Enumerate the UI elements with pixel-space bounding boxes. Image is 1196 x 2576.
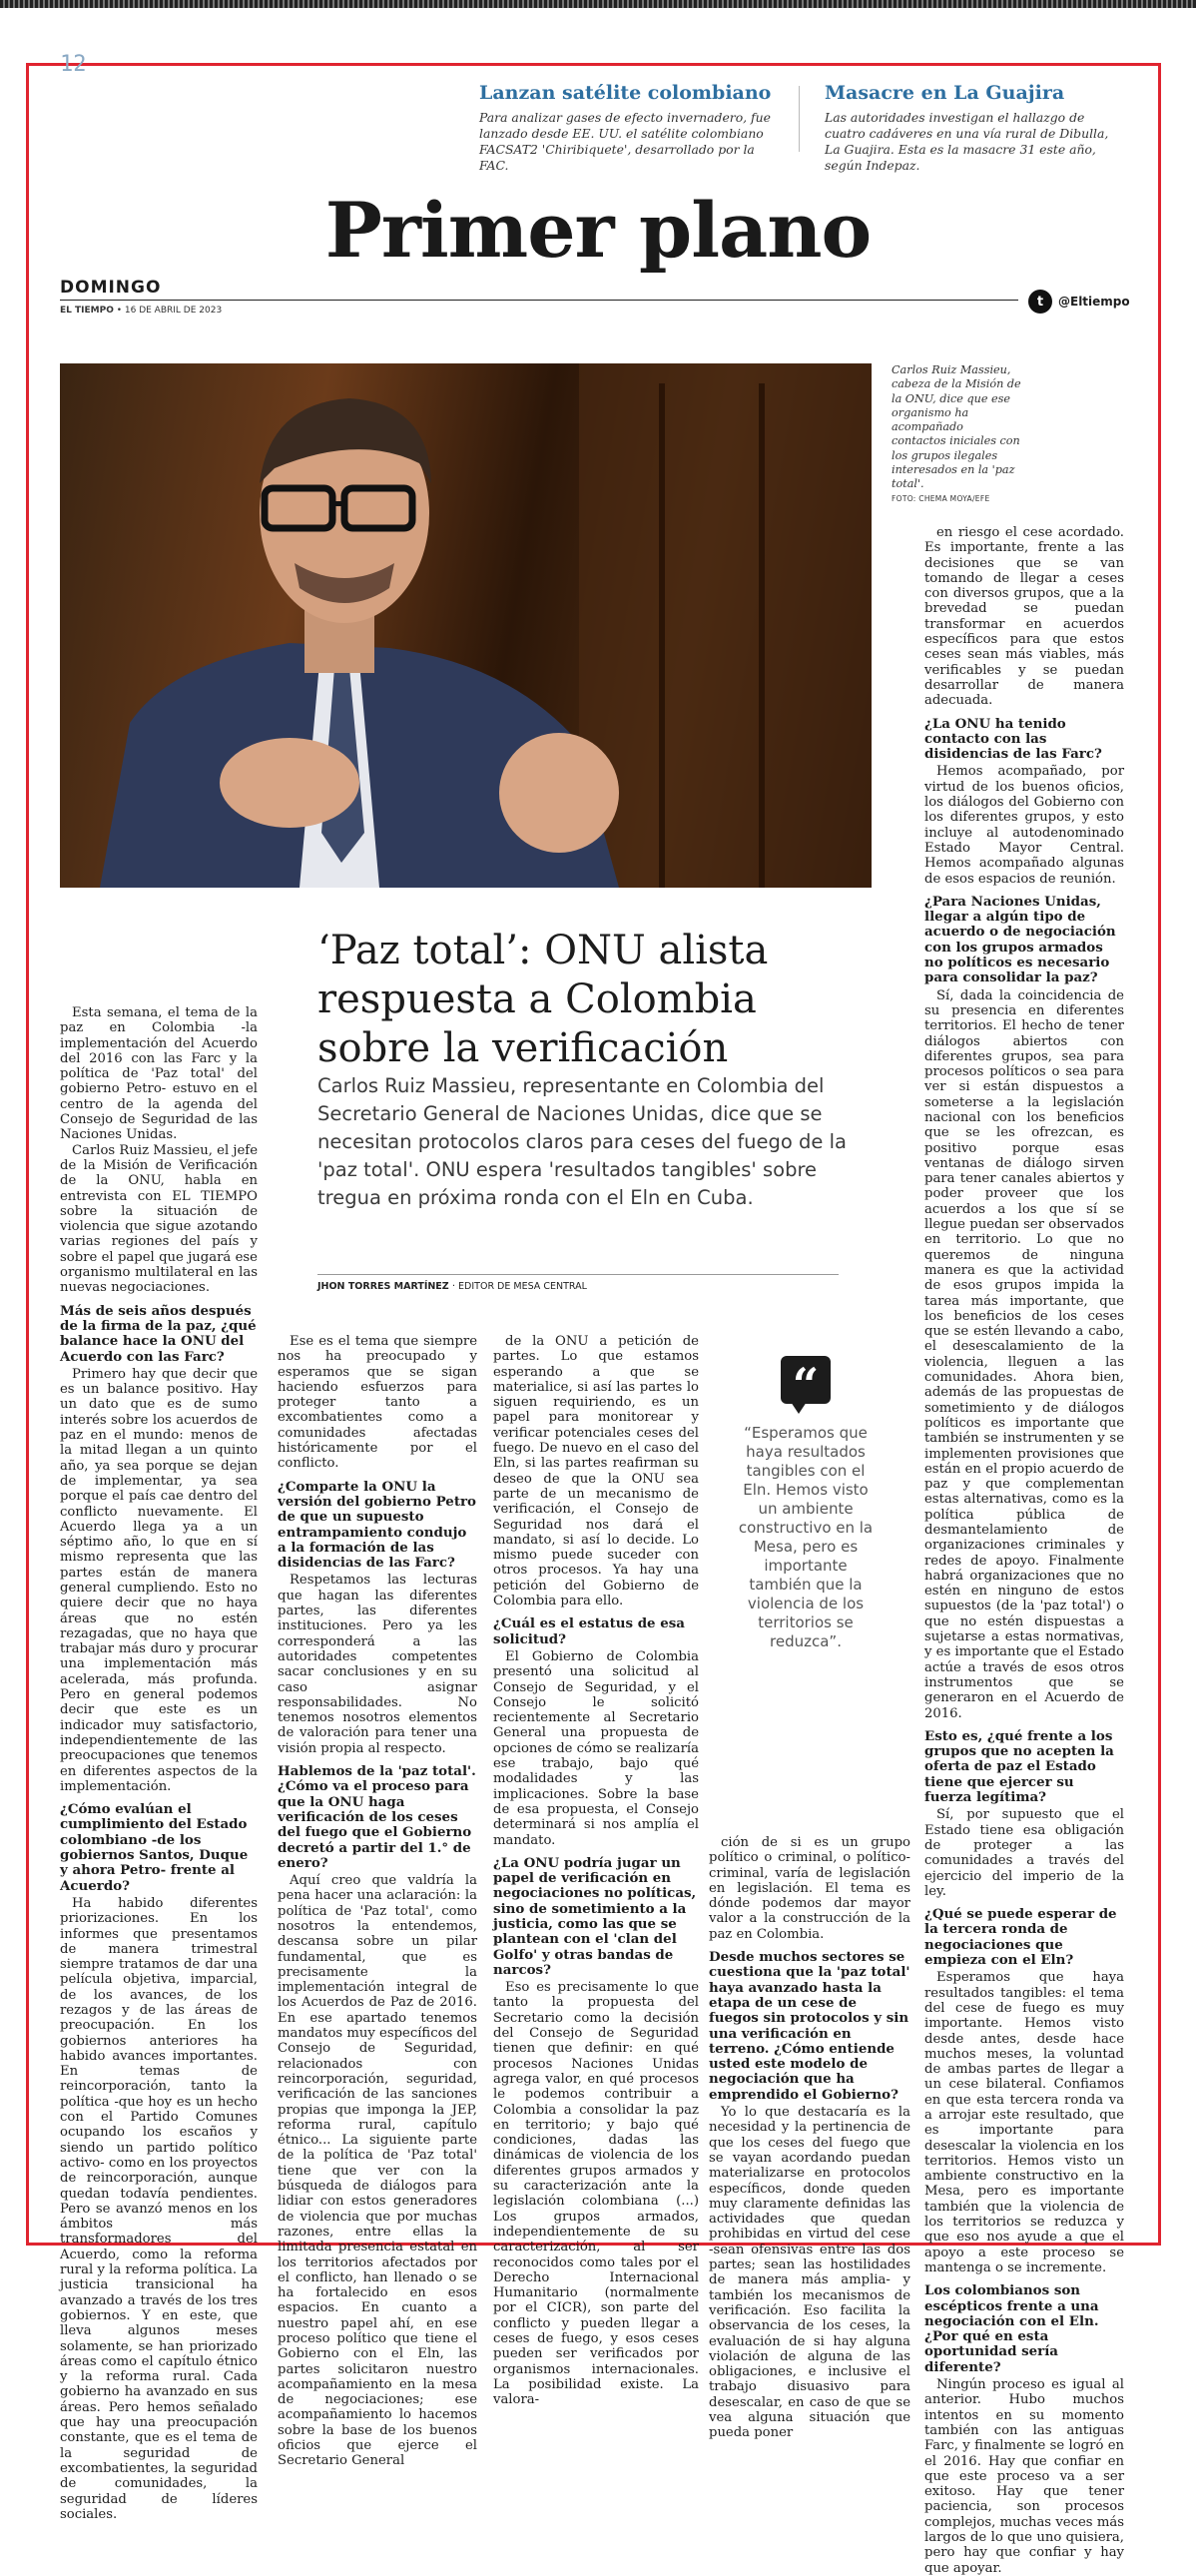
article-column-5: [924, 525, 1124, 2576]
main-photo: [60, 363, 872, 888]
question-heading: ¿Cómo evalúan el cumplimiento del Estado colombiano -de los gobiernos Santos, Duque y ahora Petro- frente al Acuerdo?: [60, 1801, 249, 1894]
body-paragraph: Sí, por supuesto que el Estado tiene esa obligación de proteger a las comunidades a través del ejercicio del imperio de la ley.: [924, 1807, 1124, 1899]
header-rule: [60, 300, 1018, 301]
question-heading: ¿La ONU ha tenido contacto con las disidencias de las Farc?: [924, 715, 1102, 763]
scan-edge: [0, 0, 1196, 8]
body-paragraph: Yo lo que destacaría es la necesidad y la pertinencia de que los ceses del fuego que se vayan acordando puedan materializarse en protocolos específicos, donde queden muy claramente definidas las actividades que quedan prohibidas en virtud del cese -sean ofensivas entre las dos partes; sean las hostilidades de manera más amplia- y también los mecanismos de verificación. Eso facilita la observancia de los ceses, la evaluación de si hay alguna violación de alguna de las obligaciones, e inclusive el trabajo disuasivo para desescalar, en caso de que se vea alguna situación que pueda poner: [709, 2105, 910, 2441]
pull-quote: [733, 1356, 879, 1651]
teaser-title: Lanzan satélite colombiano: [479, 82, 772, 104]
quote-icon: “: [781, 1356, 831, 1404]
body-paragraph: Respetamos las lecturas que hagan las diferentes partes, las diferentes instituciones. Pero ya les corresponderá a las autoridades competentes sacar conclusiones y en su caso asignar responsabilidades. No tenemos nosotros elementos de valoración para tener una visión propia al respecto.: [278, 1573, 477, 1756]
teaser-text: Las autoridades investigan el hallazgo de cuatro cadáveres en una vía rural de Dibulla, La Guajira. Esta es la masacre 31 este año, según Indepaz.: [825, 110, 1109, 173]
question-heading: ¿La ONU podría jugar un papel de verificación en negociaciones no políticas, sino de sometimiento a la justicia, como las que se plantean con el 'clan del Golfo' y otras bandas de narcos?: [493, 1854, 697, 1978]
twitter-handle: @Eltiempo: [1058, 295, 1130, 309]
twitter-icon: t: [1028, 290, 1052, 314]
paper-name: EL TIEMPO: [60, 306, 114, 316]
day-label: DOMINGO: [60, 278, 162, 298]
article-deck: Carlos Ruiz Massieu, representante en Colombia del Secretario General de Naciones Unidas, dice que se necesitan protocolos claros para ceses del fuego de la 'paz total'. ONU espera 'resultados tangibles' sobre tregua en próxima ronda con el Eln en Cuba.: [317, 1074, 847, 1209]
article-column-4: [709, 1835, 910, 2441]
body-paragraph: Sí, dada la coincidencia de su presencia en diferentes territorios. El hecho de tener diálogos abiertos con diferentes grupos, sea para procesos políticos o sea para ver si están dispuestos a someterse a la legislación nacional con los beneficios que se les ofrezcan, es positivo porque esas ventanas de diálogo sirven para tener canales abiertos y poder proveer que los acuerdos a los que sí se llegue puedan ser observados en territorio. Lo que no queremos de ninguna manera es que la actividad de esos grupos impida la tarea más importante, que los beneficios de los ceses que se estén llevando a cabo, el desescalamiento de la violencia, lleguen a las comunidades. Ahora bien, además de las propuestas de sometimiento y de diálogos políticos es importante que también se instrumenten y se implementen provisiones que están en el propio acuerdo de paz y que complementan estas alternativas, como es la política pública de desmantelamiento de organizaciones criminales y redes de apoyo. Finalmente habrá organizaciones que no estén en ninguno de estos supuestos (de la 'paz total') o que no estén dispuestas a sujetarse a estas normativas, y es importante que el Estado actúe a través de esos otros instrumentos que se generaron en el Acuerdo de 2016.: [924, 987, 1124, 1721]
body-paragraph: Ha habido diferentes priorizaciones. En los informes que presentamos de manera trimestral siempre tratamos de dar una película objetiva, imparcial, de los avances, de los rezagos y de las áreas de preocupación. En los gobiernos anteriores ha habido avances importantes. En temas de reincorporación, tanto la política -que hoy es un hecho con el Partido Comunes ocupando los escaños y siendo un partido político activo- como en los proyectos de reincorporación, aunque quedan todavía pendientes. Pero se avanzó menos en los ámbitos más transformadores del Acuerdo, como la reforma rural y la reforma política. La justicia transicional ha avanzado a través de los tres gobiernos. Y en este, que lleva algunos meses solamente, se han priorizado áreas como el capítulo étnico y la reforma rural. Cada gobierno ha avanzado en sus áreas. Pero hemos señalado que hay una preocupación constante, que es el tema de la seguridad de excombatientes, la seguridad de comunidades, la seguridad de líderes sociales.: [60, 1895, 258, 2522]
question-heading: Más de seis años después de la firma de la paz, ¿qué balance hace la ONU del Acuerdo con las Farc?: [60, 1302, 257, 1365]
body-paragraph: Esperamos que haya resultados tangibles: el tema del cese de fuego es muy importante. Hemos visto desde antes, desde hace muchos meses, la voluntad de ambas partes de llegar a un cese bilateral. Confiamos en que esta tercera ronda va a arrojar este resultado, que es importante para desescalar la violencia en los territorios. Hemos visto un ambiente constructivo en la Mesa, pero es importante también que la violencia de los territorios se reduzca y que eso nos ayude a que el apoyo a este proceso se mantenga o se incremente.: [924, 1970, 1124, 2275]
section-title: Primer plano: [324, 186, 872, 275]
body-paragraph: en riesgo el cese acordado. Es importante, frente a las decisiones que se van tomando de llegar a ceses con diversos grupos, que a la brevedad se puedan transformar en acuerdos específicos para que estos ceses sean más viables, más verificables y se puedan desarrollar de manera adecuada.: [924, 525, 1124, 709]
question-heading: ¿Comparte la ONU la versión del gobierno Petro de que un supuesto entrampamiento condujo a la formación de las disidencias de las Farc?: [278, 1478, 476, 1572]
byline: [317, 1274, 839, 1292]
teaser-text: Para analizar gases de efecto invernadero, fue lanzado desde EE. UU. el satélite colombiano FACSAT2 'Chiribiquete', desarrollado por la FAC.: [479, 110, 771, 173]
article-headline: ‘Paz total’: ONU alista respuesta a Colombia sobre la verificación: [317, 928, 769, 1071]
article-column-1: [60, 1005, 258, 2522]
body-paragraph: ción de si es un grupo político o criminal, o político-criminal, varía de legislación en legislación. El tema es dónde podemos dar mayor valor a la construcción de la paz en Colombia.: [709, 1835, 910, 1942]
body-paragraph: de la ONU a petición de partes. Lo que estamos esperando a que se materialice, si así las partes lo siguen requiriendo, es un papel para monitorear y verificar potenciales ceses del fuego. De nuevo en el caso del Eln, si las partes reafirman su deseo de que la ONU sea parte de un mecanismo de verificación, el Consejo de Seguridad nos dará el mandato, si así lo decide. Lo mismo puede suceder con otros procesos. Ya hay una petición del Gobierno de Colombia para ello.: [493, 1334, 699, 1610]
portrait-illustration: [60, 363, 872, 888]
body-paragraph: Primero hay que decir que es un balance positivo. Hay un dato que es de sumo interés sobre los acuerdos de paz en el mundo: menos de la mitad llegan a un quinto año, ya sea porque se dejan de implementar, ya sea porque el país cae dentro del conflicto nuevamente. El Acuerdo llega ya a un séptimo año, lo que en sí mismo representa que las partes están de manera general cumpliendo. Esto no quiere decir que no haya áreas que no estén rezagadas, que no haya que trabajar más duro y procurar una implementación más acelerada, más profunda. Pero en general podemos decir que este es un indicador muy satisfactorio, independientemente de las preocupaciones que tenemos en diferentes aspectos de la implementación.: [60, 1366, 258, 1794]
pull-quote-text: “Esperamos que haya resultados tangibles con el Eln. Hemos visto un ambiente constructivo en la Mesa, pero es importante también que la violencia de los territorios se reduzca”.: [738, 1424, 874, 1650]
teaser-satellite[interactable]: [479, 82, 779, 174]
article-column-2: [278, 1334, 477, 2469]
body-paragraph: Esta semana, el tema de la paz en Colombia -la implementación del Acuerdo del 2016 con las Farc y la política de 'Paz total' del gobierno Petro- estuvo en el centro de la agenda del Consejo de Seguridad de las Naciones Unidas.: [60, 1005, 258, 1143]
photo-caption: [892, 363, 1021, 503]
teaser-divider: [799, 86, 800, 152]
body-paragraph: Ningún proceso es igual al anterior. Hubo muchos intentos en su momento también con las antiguas Farc, y finalmente se logró en el 2016. Hay que confiar en que este proceso va a ser exitoso. Hay que tener paciencia, son procesos complejos, muchas veces más largos de lo que uno quisiera, pero hay que confiar y hay que apoyar.: [924, 2377, 1124, 2576]
byline-name: JHON TORRES MARTÍNEZ: [317, 1281, 449, 1292]
body-paragraph: Aquí creo que valdría la pena hacer una aclaración: la política de 'Paz total', como nosotros la entendemos, descansa sobre un pilar fundamental, que es precisamente la implementación integral de los Acuerdos de Paz de 2016. En ese apartado tenemos mandatos muy específicos del Consejo de Seguridad, relacionados con reincorporación, seguridad, verificación de las sanciones propias que imponga la JEP, reforma rural, capítulo étnico... La siguiente parte de la política de 'Paz total' tiene que ver con la búsqueda de diálogos para lidiar con estos generadores de violencia que por muchas razones, entre ellas la limitada presencia estatal en los territorios afectados por el conflicto, han llenado o se ha fortalecido en esos espacios. En cuanto a nuestro papel ahí, en ese proceso político que tiene el Gobierno con el Eln, las partes solicitaron nuestro acompañamiento en la mesa de negociaciones; ese acompañamiento lo hacemos sobre la base de los buenos oficios que ejerce el Secretario General: [278, 1873, 477, 2469]
photo-credit: FOTO: CHEMA MOYA/EFE: [892, 493, 990, 503]
question-heading: Los colombianos son escépticos frente a una negociación con el Eln. ¿Por qué en esta oportunidad sería diferente?: [924, 2282, 1099, 2375]
body-paragraph: Hemos acompañado, por virtud de los buenos oficios, los diálogos del Gobierno con los diferentes grupos, y esto incluye al autodenominado Estado Mayor Central. Hemos acompañado algunas de esos espacios de reunión.: [924, 764, 1124, 887]
teaser-title: Masacre en La Guajira: [825, 82, 1065, 104]
body-paragraph: El Gobierno de Colombia presentó una solicitud al Consejo de Seguridad, y el Consejo le solicitó recientemente al Secretario General una propuesta de opciones de cómo se realizaría ese trabajo, bajo qué modalidades y las implicaciones. Sobre la base de esa propuesta, el Consejo determinará si nos amplía el mandato.: [493, 1648, 699, 1848]
date: 16 DE ABRIL DE 2023: [124, 306, 223, 316]
teaser-massacre[interactable]: [825, 82, 1124, 174]
dateline: EL TIEMPO • 16 DE ABRIL DE 2023: [60, 306, 223, 316]
question-heading: Hablemos de la 'paz total'. ¿Cómo va el proceso para que la ONU haga verificación de los ceses del fuego que el Gobierno decretó a partir del 1.° de enero?: [278, 1763, 476, 1871]
question-heading: ¿Cuál es el estatus de esa solicitud?: [493, 1615, 685, 1647]
body-paragraph: Carlos Ruiz Massieu, el jefe de la Misión de Verificación de la ONU, habla en entrevista con EL TIEMPO sobre la situación de violencia que sigue azotando varias regiones del país y sobre el papel que jugará ese organismo multilateral en las nuevas negociaciones.: [60, 1142, 258, 1296]
question-heading: ¿Para Naciones Unidas, llegar a algún tipo de acuerdo o de negociación con los grupos armados no políticos es necesario para consolidar la paz?: [924, 893, 1116, 986]
body-paragraph: Ese es el tema que siempre nos ha preocupado y esperamos que se sigan haciendo esfuerzos para proteger tanto a excombatientes como a comunidades afectadas históricamente por el conflicto.: [278, 1334, 477, 1472]
page-number: 12: [60, 52, 87, 77]
twitter-link[interactable]: [1028, 290, 1130, 314]
question-heading: Desde muchos sectores se cuestiona que la 'paz total' haya avanzado hasta la etapa de un cese de fuegos sin protocolos y sin una verificación en terreno. ¿Cómo entiende usted este modelo de negociación que ha emprendido el Gobierno?: [709, 1949, 910, 2103]
question-heading: ¿Qué se puede esperar de la tercera ronda de negociaciones que empieza con el Eln?: [924, 1906, 1117, 1969]
caption-text: Carlos Ruiz Massieu, cabeza de la Misión de la ONU, dice que ese organismo ha acompañado contactos iniciales con los grupos ilegales interesados en la 'paz total'.: [892, 363, 1021, 491]
body-paragraph: Eso es precisamente lo que tanto la propuesta del Secretario como la decisión del Consejo de Seguridad tienen que definir: en qué procesos Naciones Unidas agrega valor, en qué procesos le podemos contribuir a Colombia a consolidar la paz en territorio; y bajo qué condiciones, dadas las dinámicas de violencia de los diferentes grupos armados y su caracterización ante la legislación colombiana (...) Los grupos armados, independientemente de su caracterización, al ser reconocidos como tales por el Derecho Internacional Humanitario (normalmente por el CICR), son parte del conflicto y pueden llegar a ceses de fuego, y esos ceses pueden ser verificados por organismos internacionales. La posibilidad existe. La valora-: [493, 1980, 699, 2408]
question-heading: Esto es, ¿qué frente a los grupos que no acepten la oferta de paz el Estado tiene que ejercer su fuerza legítima?: [924, 1727, 1114, 1806]
article-column-3: [493, 1334, 699, 2407]
byline-role: · EDITOR DE MESA CENTRAL: [452, 1281, 587, 1292]
